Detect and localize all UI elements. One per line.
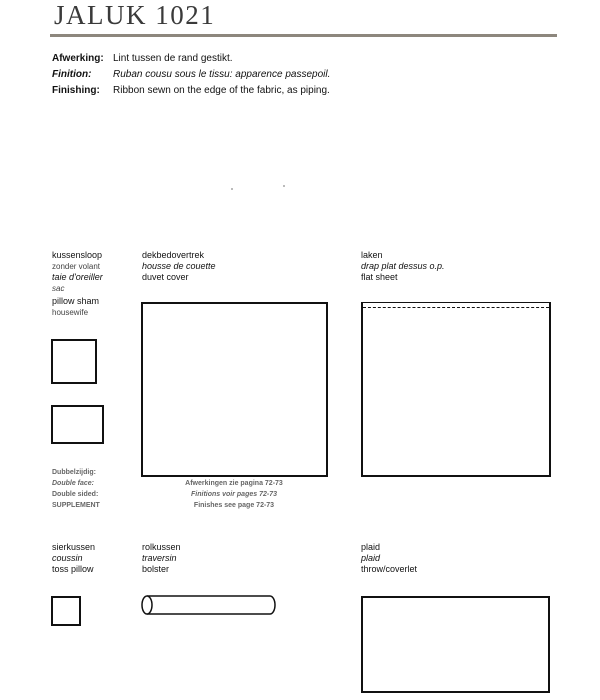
finishing-text-en: Ribbon sewn on the edge of the fabric, as piping. (113, 85, 330, 96)
duvet-fr: housse de couette (142, 261, 216, 271)
duvet-nl: dekbedovertrek (142, 250, 205, 260)
pillowcase-en: pillow sham (52, 296, 100, 306)
cushion-shape (51, 596, 81, 626)
duvet-label-group (142, 250, 216, 283)
pages-note-en: Finishes see page 72-73 (193, 502, 275, 509)
pillowcase-label-group (52, 250, 103, 318)
finishing-label-fr: Finition: (52, 69, 92, 80)
double-sided-supplement: SUPPLEMENT (52, 502, 100, 509)
double-sided-en: Double sided: (52, 491, 99, 498)
double-sided-fr: Double face: (52, 480, 95, 487)
decorative-dot (283, 185, 285, 187)
duvet-cover-shape (141, 302, 328, 477)
finishing-label-en: Finishing: (52, 85, 100, 96)
pillowcase-fr: taie d'oreiller (52, 272, 103, 282)
bolster-en: bolster (142, 564, 170, 574)
bolster-nl: rolkussen (142, 542, 181, 552)
pillowcase-en-sub: housewife (52, 308, 89, 317)
cushion-en: toss pillow (52, 564, 94, 574)
finishing-text-fr: Ruban cousu sous le tissu: apparence passepoil. (113, 69, 331, 80)
pillowcase-nl: kussensloop (52, 250, 103, 260)
pages-note-fr: Finitions voir pages 72-73 (191, 491, 277, 498)
sheet-fr: drap plat dessus o.p. (361, 261, 445, 271)
bolster-fr: traversin (142, 553, 177, 563)
decorative-dot (231, 188, 233, 190)
pillowcase-rect-shape (51, 405, 104, 444)
double-sided-nl: Dubbelzijdig: (52, 469, 96, 476)
cushion-fr: coussin (52, 553, 83, 563)
sheet-fold-line (363, 307, 549, 308)
bolster-shape (138, 592, 280, 618)
pillowcase-square-shape (51, 339, 97, 384)
throw-nl: plaid (361, 542, 381, 552)
pages-note-nl: Afwerkingen zie pagina 72-73 (185, 480, 283, 487)
title-divider (50, 34, 557, 37)
throw-shape (361, 596, 550, 693)
pillowcase-nl-sub: zonder volant (52, 262, 101, 271)
finishing-text-nl: Lint tussen de rand gestikt. (113, 53, 233, 64)
bolster-body (147, 596, 275, 614)
throw-fr: plaid (361, 553, 381, 563)
pages-note (134, 478, 334, 511)
flat-sheet-shape (361, 302, 551, 477)
sheet-nl: laken (361, 250, 383, 260)
throw-label-group (361, 542, 417, 575)
sheet-en: flat sheet (361, 272, 398, 282)
page-title: JALUK 1021 (54, 0, 216, 30)
sheet-label-group (361, 250, 445, 283)
pillowcase-fr-sub: sac (52, 284, 65, 293)
double-sided-note (52, 467, 100, 511)
bolster-label-group (142, 542, 181, 575)
cushion-label-group (52, 542, 95, 575)
bolster-end (142, 596, 152, 614)
finishing-label-nl: Afwerking: (52, 53, 104, 64)
throw-en: throw/coverlet (361, 564, 418, 574)
cushion-nl: sierkussen (52, 542, 96, 552)
duvet-en: duvet cover (142, 272, 189, 282)
